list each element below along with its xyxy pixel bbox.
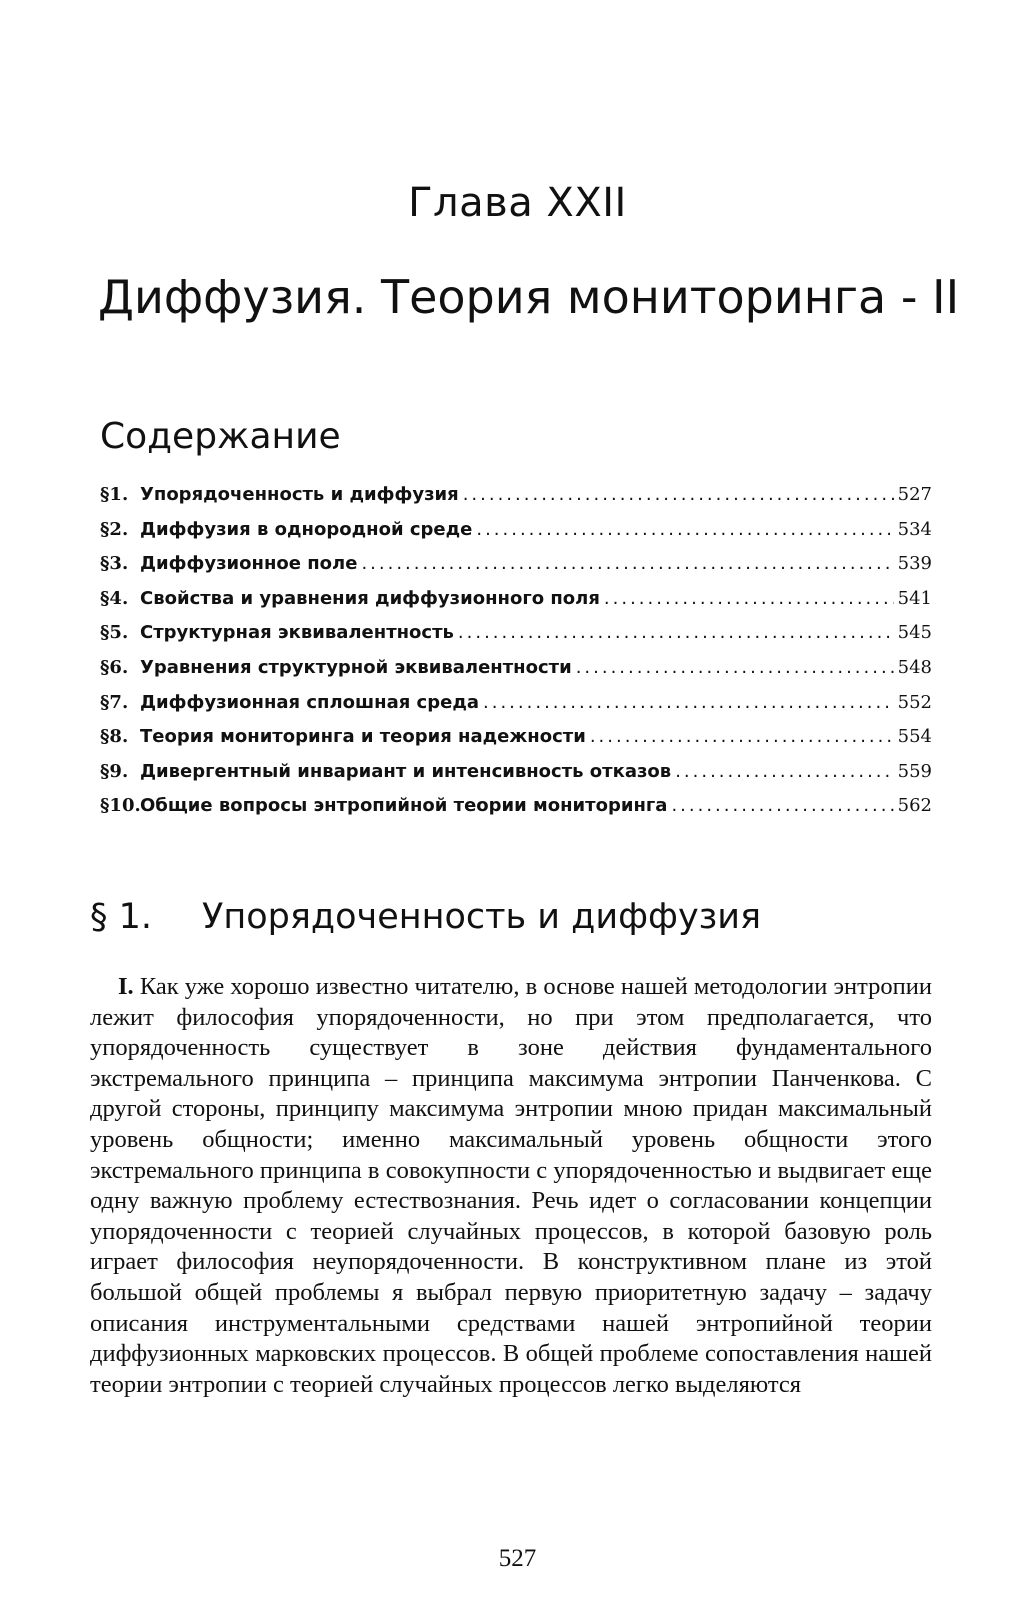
toc-entry <box>100 795 932 830</box>
toc-entry-title: Общие вопросы энтропийной теории мониторинга <box>140 795 668 817</box>
toc-entry-title: Теория мониторинга и теория надежности <box>140 726 586 748</box>
chapter-title: Диффузия. Теория мониторинга - II <box>98 270 960 324</box>
toc-entry-number: §4. <box>100 587 129 609</box>
paragraph-marker: I. <box>118 973 134 1000</box>
toc-entry-page: 548 <box>897 656 932 678</box>
toc-entry <box>100 622 932 657</box>
toc-entry-title: Диффузионная сплошная среда <box>140 691 480 713</box>
toc-entry <box>100 519 932 554</box>
toc-entry-number: §5. <box>100 622 129 644</box>
toc-leader-dots <box>476 519 893 540</box>
toc-entry-number: §3. <box>100 553 129 575</box>
toc-entry <box>100 657 932 692</box>
toc-entry-page: 554 <box>897 726 932 748</box>
section-number: § 1. <box>90 897 153 937</box>
toc-entry-number: §2. <box>100 518 129 540</box>
toc-entry-title: Упорядоченность и диффузия <box>140 484 459 505</box>
toc-leader-dots <box>671 795 893 816</box>
toc-entry-title: Структурная эквивалентность <box>140 622 454 644</box>
paragraph-text: Как уже хорошо известно читателю, в основе нашей методологии энтропии лежит философия упорядоченности, но при этом предполагается, что упорядоченность существует в зоне действия фундаментального экстремального принципа – принципа максимума энтропии Панченкова. С другой стороны, принципу максимума энтропии мною придан максимальный уровень общности; именно максимальный уровень общности этого экстремального принципа в совокупности с упорядоченностью и выдвигает еще одну важную проблему естествознания. Речь идет о согласовании концепции упорядоченности с теорией случайных процессов, в которой базовую роль играет философия неупорядоченности. В конструктивном плане из этой большой общей проблемы я выбрал первую приоритетную задачу – задачу описания инструментальными средствами нашей энтропийной теории диффузионных марковских процессов. В общей проблеме сопоставления нашей теории энтропии с теорией случайных процессов легко выделяются <box>90 973 932 1398</box>
toc-entry-page: 527 <box>897 484 932 505</box>
toc-leader-dots <box>576 657 894 678</box>
body-paragraph <box>90 972 932 1400</box>
toc-entry-number: §10. <box>100 795 141 817</box>
toc-entry-page: 562 <box>897 795 932 817</box>
toc-entry-page: 541 <box>897 587 932 609</box>
section-title: Упорядоченность и диффузия <box>202 897 762 937</box>
toc-entry-page: 552 <box>897 691 932 713</box>
toc-entry <box>100 692 932 727</box>
toc-entry <box>100 484 932 519</box>
section-heading <box>90 897 761 937</box>
toc-entry-page: 559 <box>897 760 932 782</box>
toc-entry-number: §6. <box>100 656 129 678</box>
toc-entry <box>100 726 932 761</box>
toc-heading: Содержание <box>100 416 341 457</box>
toc-leader-dots <box>458 622 894 643</box>
toc-entry-page: 539 <box>897 553 932 575</box>
toc-entry <box>100 588 932 623</box>
toc-entry-number: §1. <box>100 484 129 505</box>
page-number: 527 <box>498 1545 537 1572</box>
toc-leader-dots <box>483 692 894 713</box>
chapter-label: Глава XXII <box>408 180 627 226</box>
toc-entry <box>100 761 932 796</box>
toc-leader-dots <box>361 553 893 574</box>
toc-leader-dots <box>604 588 894 609</box>
toc-entry-number: §7. <box>100 691 129 713</box>
table-of-contents <box>100 484 932 830</box>
toc-entry-number: §8. <box>100 726 129 748</box>
toc-entry-title: Уравнения структурной эквивалентности <box>140 656 572 678</box>
toc-entry-title: Дивергентный инвариант и интенсивность отказов <box>140 760 672 782</box>
toc-leader-dots <box>675 761 893 782</box>
toc-leader-dots <box>463 484 894 505</box>
toc-entry-page: 545 <box>897 622 932 644</box>
toc-entry-title: Свойства и уравнения диффузионного поля <box>140 587 600 609</box>
toc-entry-page: 534 <box>897 518 932 540</box>
toc-leader-dots <box>590 726 894 747</box>
toc-entry <box>100 553 932 588</box>
toc-entry-title: Диффузия в однородной среде <box>140 518 473 540</box>
toc-entry-number: §9. <box>100 760 129 782</box>
toc-entry-title: Диффузионное поле <box>140 553 358 575</box>
